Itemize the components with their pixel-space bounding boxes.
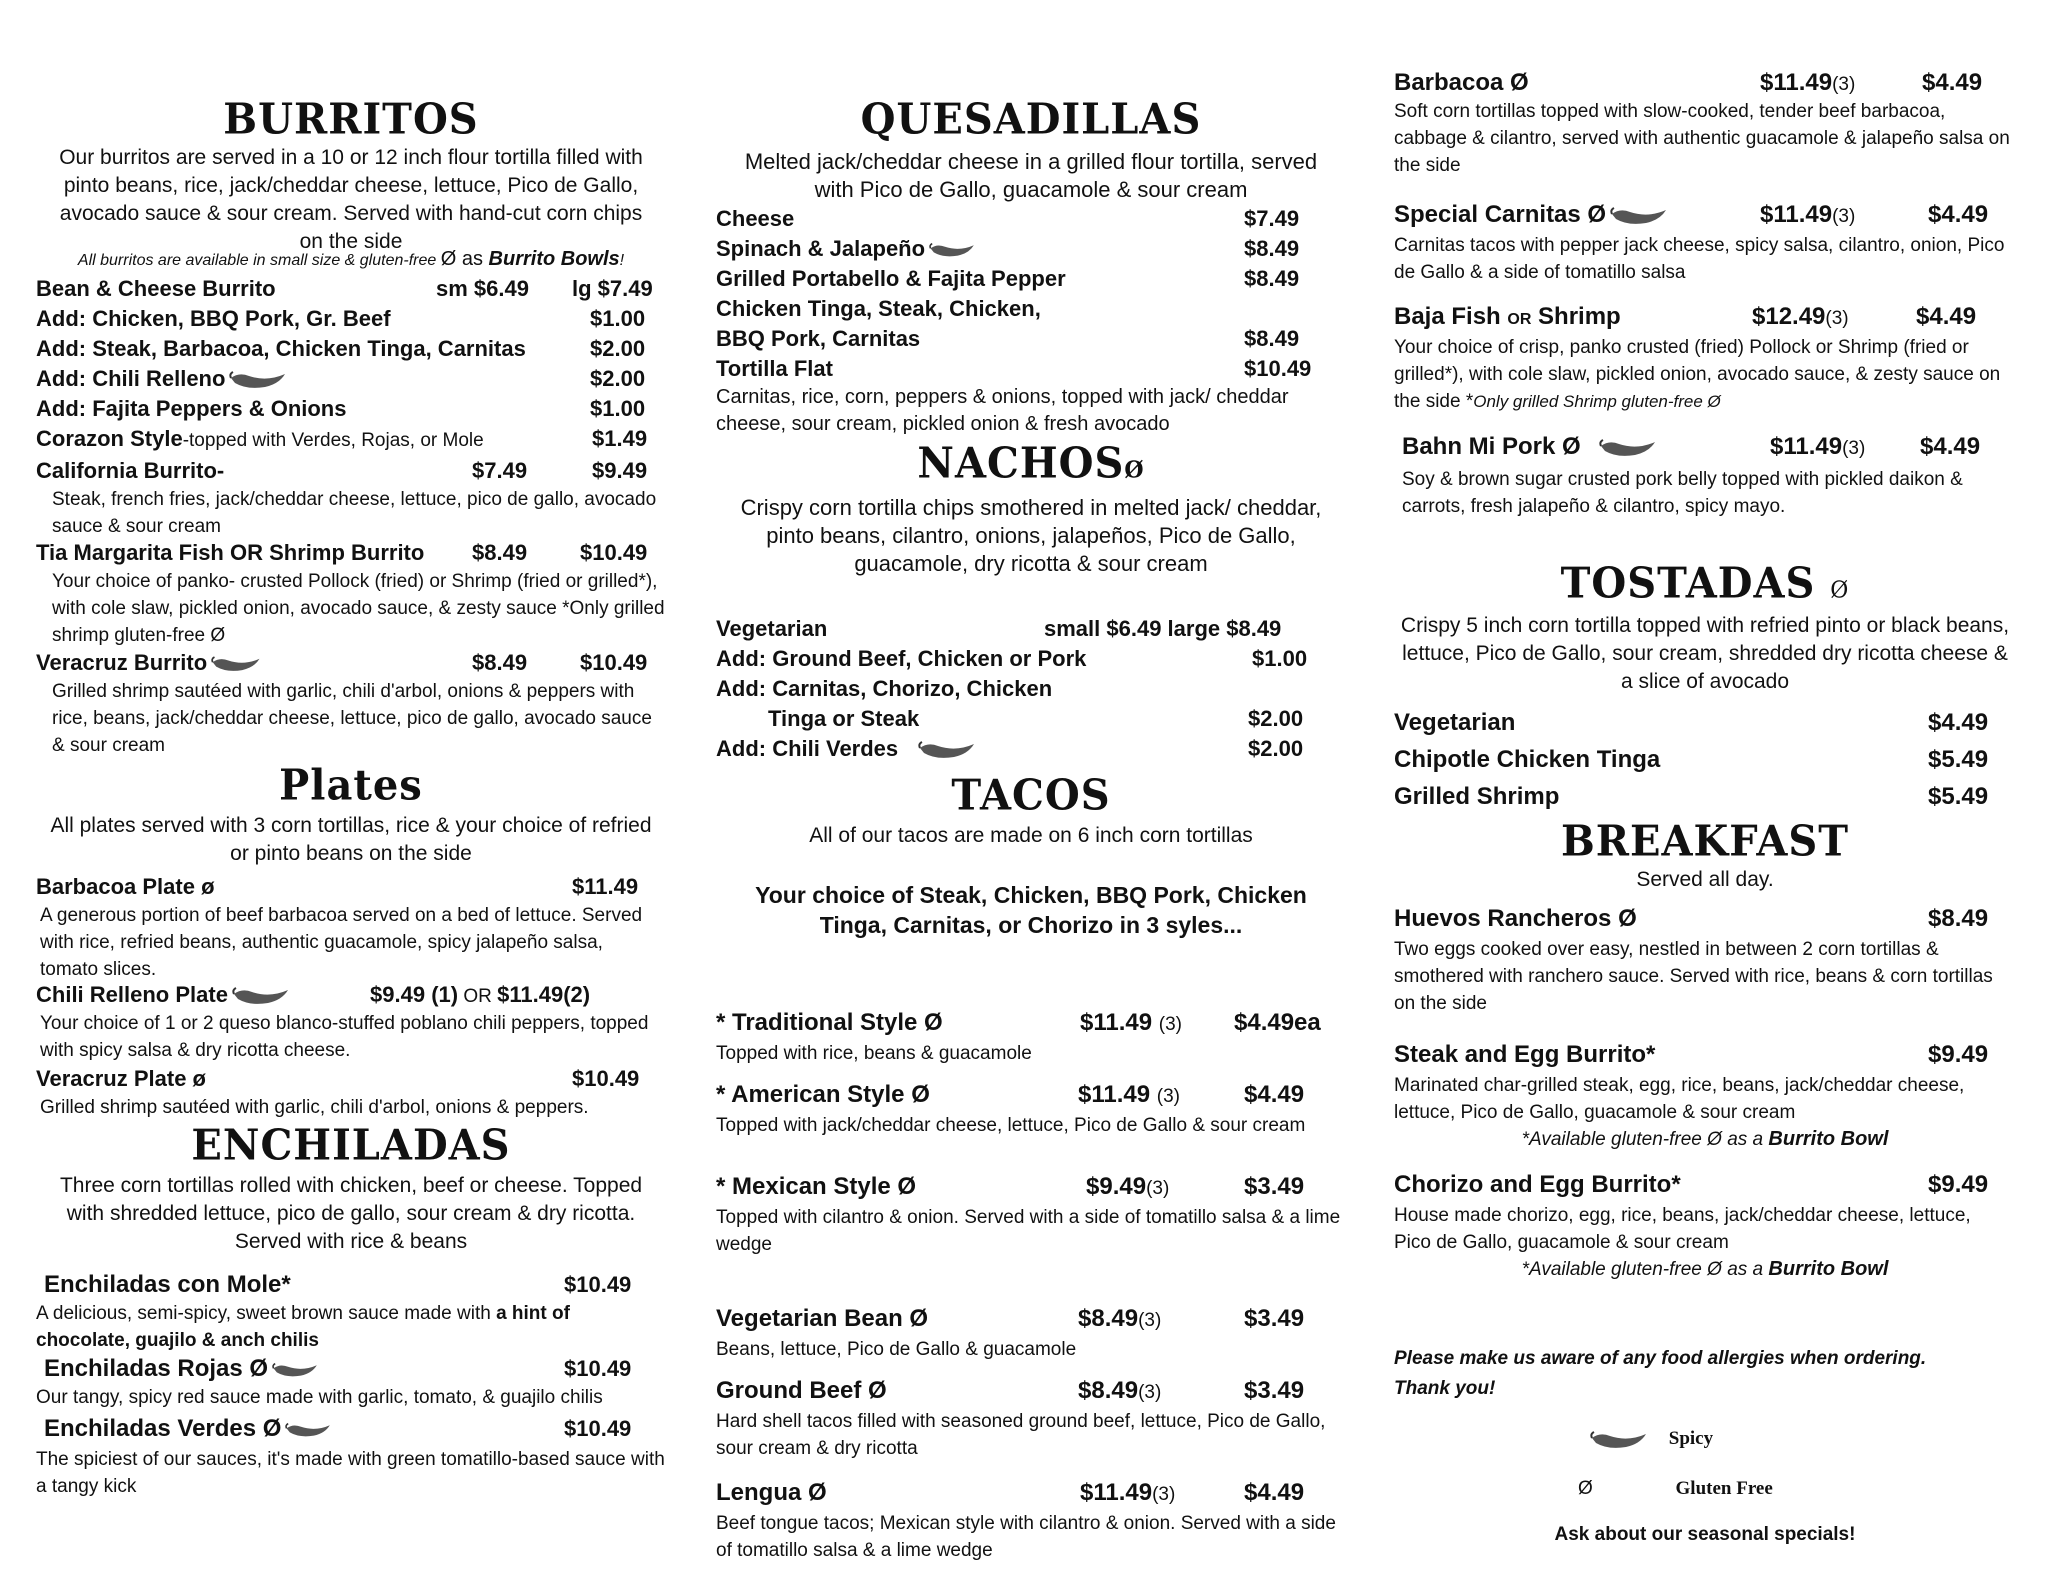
note-text: as a <box>1721 1129 1769 1150</box>
item-name <box>44 1414 333 1444</box>
gluten-free-symbol: Ø <box>1707 1259 1722 1280</box>
item-price: $10.49 <box>564 1416 632 1441</box>
item-price-group <box>370 980 590 1012</box>
item-price-each: $4.49 <box>1922 69 1983 96</box>
or-text: OR <box>1507 311 1532 328</box>
note-text: All burritos are available in small size & gluten-free <box>77 252 441 269</box>
burrito-bowl-note <box>1394 1258 2016 1281</box>
item-name: Tortilla Flat <box>716 356 833 381</box>
item-price-group <box>1760 68 1855 100</box>
menu-item <box>36 1064 666 1094</box>
menu-item <box>36 364 666 394</box>
menu-item <box>716 674 1346 704</box>
item-name: Chorizo and Egg Burrito* <box>1394 1171 1681 1198</box>
item-price: $8.49 <box>1078 1377 1139 1404</box>
item-name-text: Shrimp <box>1531 303 1621 330</box>
item-qty: (3) <box>1832 74 1856 95</box>
item-description: The spiciest of our sauces, it's made with green tomatillo-based sauce with a tangy kick <box>36 1449 665 1497</box>
legend-spicy <box>1586 1428 1713 1452</box>
item-qty: (3) <box>1146 1178 1170 1199</box>
desc-text: Your choice of crisp, panko crusted (fried) Pollock or Shrimp (fried or grilled*), with cole slaw, pickled onion, avocado sauce, & zesty sauce on the side * <box>1394 337 2001 412</box>
item-name-text: Corazon Style <box>36 426 183 451</box>
item-price-each: $4.49 <box>1928 201 1989 228</box>
item-description: Soft corn tortillas topped with slow-cooked, tender beef barbacoa, cabbage & cilantro, served with authentic guacamole & jalapeño salsa on the side <box>1394 101 2010 176</box>
menu-item <box>1394 200 2016 230</box>
item-name-text: Spinach & Jalapeño <box>716 236 926 261</box>
item-price: $11.49 <box>1760 69 1833 96</box>
item-price: $9.49 <box>1086 1173 1147 1200</box>
item-description: Hard shell tacos filled with seasoned ground beef, lettuce, Pico de Gallo, sour cream & dry ricotta <box>716 1411 1326 1459</box>
item-name <box>716 234 977 264</box>
gluten-free-symbol: Ø <box>1830 577 1850 604</box>
breakfast-subtitle: Served all day. <box>1636 868 1774 891</box>
item-name-text: Enchiladas Verdes Ø <box>44 1415 282 1442</box>
menu-item <box>716 734 1346 764</box>
item-name-text: Add: Chili Relleno <box>36 366 226 391</box>
item-price: $11.49 <box>1080 1009 1153 1036</box>
item-name: Vegetarian <box>1394 709 1516 736</box>
menu-item <box>716 264 1346 294</box>
tostadas-title <box>1394 559 2016 608</box>
item-name: Ground Beef Ø <box>716 1377 887 1404</box>
menu-item <box>716 1376 1346 1406</box>
menu-item <box>1394 745 2016 775</box>
burrito-bowl-label: Burrito Bowl <box>1768 1128 1889 1150</box>
item-description: Carnitas tacos with pepper jack cheese, spicy salsa, cilantro, onion, Pico de Gallo & a side of tomatillo salsa <box>1394 235 2005 283</box>
menu-item <box>36 456 666 486</box>
spicy-pepper-icon <box>918 738 978 762</box>
item-price: $8.49 <box>1244 236 1300 261</box>
item-description: Grilled shrimp sautéed with garlic, chili d'arbol, onions & peppers. <box>40 1097 589 1118</box>
item-price-large: $10.49 <box>580 650 648 675</box>
item-qty: (3) <box>1152 1484 1176 1505</box>
tacos-intro: All of our tacos are made on 6 inch corn tortillas <box>809 824 1253 847</box>
item-name: Tia Margarita Fish OR Shrimp Burrito <box>36 540 425 565</box>
item-price: $8.49 <box>1078 1305 1139 1332</box>
item-name: Barbacoa Ø <box>1394 69 1529 96</box>
gluten-free-symbol: Ø <box>440 248 457 270</box>
item-description: Topped with jack/cheddar cheese, lettuce, Pico de Gallo & sour cream <box>716 1115 1306 1136</box>
item-name <box>36 648 263 678</box>
item-price: $2.00 <box>1248 706 1304 731</box>
menu-item <box>716 704 1346 734</box>
item-price: $9.49 <box>1928 1171 1989 1198</box>
burrito-bowl-note <box>1394 1128 2016 1151</box>
item-name-text: Baja Fish <box>1394 303 1508 330</box>
legend-spicy-label: Spicy <box>1668 1428 1714 1450</box>
menu-item <box>44 1354 666 1384</box>
item-name-text: Enchiladas Rojas Ø <box>44 1355 269 1382</box>
gluten-free-symbol: Ø <box>1707 1129 1722 1150</box>
item-name: Grilled Shrimp <box>1394 783 1560 810</box>
item-price-small: $8.49 <box>472 540 528 565</box>
item-qty: (3) <box>1158 1014 1182 1035</box>
spicy-pepper-icon <box>1610 204 1670 228</box>
item-price: $12.49 <box>1752 303 1826 330</box>
item-name: Lengua Ø <box>716 1479 827 1506</box>
spicy-pepper-icon <box>1590 1428 1650 1452</box>
spicy-pepper-icon <box>929 238 977 262</box>
item-name: Chipotle Chicken Tinga <box>1394 746 1661 773</box>
item-price-each: $3.49 <box>1244 1173 1305 1200</box>
item-description: Steak, french fries, jack/cheddar cheese, lettuce, pico de gallo, avocado sauce & sour cream <box>52 489 657 537</box>
spicy-pepper-icon <box>229 368 289 392</box>
item-price-each: $4.49ea <box>1234 1009 1321 1036</box>
item-name <box>1394 302 1621 335</box>
item-name: Add: Chicken, BBQ Pork, Gr. Beef <box>36 306 391 331</box>
item-name <box>36 980 292 1010</box>
note-text: as <box>456 248 489 270</box>
seasonal-specials: Ask about our seasonal specials! <box>1554 1524 1856 1545</box>
item-price: $9.49 <box>370 982 426 1007</box>
item-name: Bean & Cheese Burrito <box>36 276 276 301</box>
tostadas-title-text: TOSTADAS <box>1560 558 1816 609</box>
quesadillas-title: QUESADILLAS <box>860 94 1202 145</box>
item-price: $7.49 <box>1244 206 1300 231</box>
item-price: $1.00 <box>1252 646 1308 671</box>
enchiladas-title: ENCHILADAS <box>191 1120 511 1171</box>
item-description <box>1394 334 2016 415</box>
item-price: $2.00 <box>590 336 646 361</box>
item-name: Enchiladas con Mole* <box>44 1271 291 1298</box>
item-name-text: Veracruz Burrito <box>36 650 208 675</box>
item-description: Topped with cilantro & onion. Served with a side of tomatillo salsa & a lime wedge <box>716 1207 1341 1255</box>
item-price-group <box>1080 1008 1182 1040</box>
tacos-title: TACOS <box>951 770 1111 821</box>
breakfast-title: BREAKFAST <box>1560 816 1850 867</box>
menu-item <box>1394 1170 2016 1200</box>
item-price-each: $4.49 <box>1916 303 1977 330</box>
item-name: * American Style Ø <box>716 1081 930 1108</box>
burrito-bowl-label: Burrito Bowl <box>1768 1258 1889 1280</box>
item-name: * Traditional Style Ø <box>716 1009 943 1036</box>
menu-item <box>1394 904 2016 934</box>
menu-item <box>716 614 1346 644</box>
item-description: Marinated char-grilled steak, egg, rice, beans, jack/cheddar cheese, lettuce, Pico de Gallo, guacamole & sour cream <box>1394 1075 1965 1123</box>
menu-item <box>36 424 666 454</box>
menu-item <box>716 1304 1346 1334</box>
item-name: Add: Carnitas, Chorizo, Chicken <box>716 676 1053 701</box>
menu-item <box>36 980 666 1010</box>
menu-item <box>44 1270 666 1300</box>
item-price: $2.00 <box>590 366 646 391</box>
desc-text-bold: a hint of chocolate, guajilo & anch chilis <box>36 1303 570 1351</box>
item-price: $1.00 <box>590 396 646 421</box>
legend-gluten-free <box>1578 1478 1773 1500</box>
burritos-bowl-note <box>36 248 666 271</box>
item-price: $8.49 <box>1244 326 1300 351</box>
menu-item <box>716 1008 1346 1038</box>
item-description: Carnitas, rice, corn, peppers & onions, topped with jack/ cheddar cheese, sour cream, pickled onion & fresh avocado <box>716 386 1289 435</box>
menu-item <box>1394 1040 2016 1070</box>
or-text: OR <box>458 986 498 1007</box>
spicy-pepper-icon <box>285 1418 333 1442</box>
item-description: Your choice of panko- crusted Pollock (fried) or Shrimp (fried or grilled*), with cole slaw, pickled onion, avocado sauce, & zesty sauce *Only grilled shrimp gluten-free Ø <box>52 571 665 646</box>
item-name <box>1394 200 1670 230</box>
item-price-group <box>1086 1172 1169 1204</box>
item-price-each: $3.49 <box>1244 1377 1305 1404</box>
menu-item <box>716 294 1346 324</box>
menu-item <box>1394 782 2016 812</box>
item-price-group <box>1770 432 1865 464</box>
menu-item <box>716 234 1346 264</box>
item-name-text: Chili Relleno Plate <box>36 982 228 1007</box>
item-name: Grilled Portabello & Fajita Pepper <box>716 266 1066 291</box>
menu-item <box>36 274 666 304</box>
item-name: Add: Fajita Peppers & Onions <box>36 396 347 421</box>
item-description: Two eggs cooked over easy, nestled in between 2 corn tortillas & smothered with ranchero sauce. Served with rice, beans & corn tortillas on the side <box>1394 939 1993 1014</box>
item-name: Veracruz Plate ø <box>36 1066 206 1091</box>
item-price: $11.49(2) <box>497 982 591 1007</box>
item-price-group <box>1752 302 1849 334</box>
item-description: Beef tongue tacos; Mexican style with cilantro & onion. Served with a side of tomatillo salsa & a lime wedge <box>716 1513 1336 1561</box>
item-qty: (3) <box>1842 438 1866 459</box>
menu-item <box>716 1172 1346 1202</box>
spicy-pepper-icon <box>211 653 263 675</box>
menu-item <box>44 1414 666 1444</box>
menu-item <box>1394 302 2016 332</box>
item-price-group <box>1078 1304 1161 1336</box>
menu-item <box>1402 432 2016 462</box>
item-price: $8.49 <box>1928 905 1989 932</box>
tacos-choice: Your choice of Steak, Chicken, BBQ Pork, Chicken Tinga, Carnitas, or Chorizo in 3 syles... <box>755 882 1307 938</box>
item-price: $5.49 <box>1928 783 1989 810</box>
item-price-each: $4.49 <box>1920 433 1981 460</box>
nachos-title-text: NACHOS <box>917 438 1125 489</box>
item-description: Beans, lettuce, Pico de Gallo & guacamole <box>716 1339 1077 1360</box>
item-price-small: $7.49 <box>472 458 528 483</box>
item-price: $10.49 <box>572 1066 640 1091</box>
menu-item <box>716 204 1346 234</box>
item-name: Add: Steak, Barbacoa, Chicken Tinga, Carnitas <box>36 336 526 361</box>
menu-item <box>716 1478 1346 1508</box>
item-price: $9.49 <box>1928 1041 1989 1068</box>
item-price: $11.49 <box>572 874 639 899</box>
item-description: Your choice of 1 or 2 queso blanco-stuffed poblano chili peppers, topped with spicy salsa & dry ricotta cheese. <box>40 1013 649 1061</box>
item-description: House made chorizo, egg, rice, beans, jack/cheddar cheese, lettuce, Pico de Gallo, guacamole & sour cream <box>1394 1205 1971 1253</box>
item-price-each: $4.49 <box>1244 1479 1305 1506</box>
item-name <box>44 1354 320 1384</box>
desc-text-italic: Only grilled Shrimp gluten-free Ø <box>1473 392 1721 411</box>
item-name: Huevos Rancheros Ø <box>1394 905 1637 932</box>
item-price-group <box>1078 1376 1161 1408</box>
item-price: $4.49 <box>1928 709 1989 736</box>
item-name: Cheese <box>716 206 795 231</box>
item-price: $10.49 <box>1244 356 1312 381</box>
item-name: Vegetarian Bean Ø <box>716 1305 929 1332</box>
item-description: Our tangy, spicy red sauce made with garlic, tomato, & guajilo chilis <box>36 1387 603 1408</box>
item-name <box>36 424 484 456</box>
gluten-free-symbol: Ø <box>1124 456 1145 484</box>
item-price: $5.49 <box>1928 746 1989 773</box>
note-text: as a <box>1721 1259 1769 1280</box>
item-price-large: $9.49 <box>592 458 648 483</box>
item-name-text: Add: Chili Verdes <box>716 736 899 761</box>
item-name: BBQ Pork, Carnitas <box>716 326 921 351</box>
item-name: California Burrito- <box>36 458 225 483</box>
menu-item <box>36 334 666 364</box>
item-name: * Mexican Style Ø <box>716 1173 917 1200</box>
burritos-title: BURRITOS <box>223 94 479 145</box>
item-price: $1.00 <box>590 306 646 331</box>
menu-item <box>716 644 1346 674</box>
item-price-large: $10.49 <box>580 540 648 565</box>
nachos-title <box>716 439 1346 488</box>
item-price: $11.49 <box>1078 1081 1151 1108</box>
menu-item <box>36 538 666 568</box>
item-name: Vegetarian <box>716 616 828 641</box>
note-text: *Available gluten-free <box>1521 1129 1708 1150</box>
item-price-each: $4.49 <box>1244 1081 1305 1108</box>
enchiladas-intro: Three corn tortillas rolled with chicken, beef or cheese. Topped with shredded lettuce, pico de gallo, sour cream & dry ricotta. Served with rice & beans <box>59 1174 643 1253</box>
item-price: $10.49 <box>564 1272 632 1297</box>
desc-text: A delicious, semi-spicy, sweet brown sauce made with <box>36 1303 497 1324</box>
item-price: $8.49 <box>1244 266 1300 291</box>
menu-item <box>36 648 666 678</box>
plates-title: Plates <box>279 760 423 811</box>
item-qty: (3) <box>1138 1310 1162 1331</box>
gluten-free-symbol: Ø <box>1578 1478 1593 1499</box>
item-price: $1.49 <box>592 426 648 451</box>
item-price: $11.49 <box>1760 201 1833 228</box>
item-name <box>1402 432 1659 462</box>
item-name: Add: Ground Beef, Chicken or Pork <box>716 646 1087 671</box>
quesadillas-intro: Melted jack/cheddar cheese in a grilled flour tortilla, served with Pico de Gallo, guacamole & sour cream <box>744 149 1318 202</box>
item-price-small: $8.49 <box>472 650 528 675</box>
spicy-pepper-icon <box>1599 436 1659 460</box>
note-text: *Available gluten-free <box>1521 1259 1708 1280</box>
item-qty: (1) <box>431 982 459 1007</box>
burritos-intro: Our burritos are served in a 10 or 12 inch flour tortilla filled with pinto beans, rice, jack/cheddar cheese, lettuce, Pico de Gallo, avocado sauce & sour cream. Served with hand-cut corn chips on the side <box>59 146 643 253</box>
item-name: Steak and Egg Burrito* <box>1394 1041 1656 1068</box>
menu-item <box>716 324 1346 354</box>
spicy-pepper-icon <box>272 1358 320 1382</box>
menu-item <box>1394 708 2016 738</box>
item-qty: (3) <box>1138 1382 1162 1403</box>
tostadas-intro: Crispy 5 inch corn tortilla topped with refried pinto or black beans, lettuce, Pico de Gallo, sour cream, shredded dry ricotta cheese & a slice of avocado <box>1400 614 2010 693</box>
item-price: $11.49 <box>1770 433 1843 460</box>
item-name: Chicken Tinga, Steak, Chicken, <box>716 296 1041 321</box>
item-price-small: sm $6.49 <box>436 276 529 301</box>
note-text: ! <box>619 252 625 269</box>
item-price-group <box>1078 1080 1180 1112</box>
menu-item <box>36 304 666 334</box>
item-description: A generous portion of beef barbacoa served on a bed of lettuce. Served with rice, refried beans, authentic guacamole, spicy jalapeño salsa, tomato slices. <box>40 905 643 980</box>
item-name <box>716 734 978 764</box>
item-price: $2.00 <box>1248 736 1304 761</box>
plates-intro: All plates served with 3 corn tortillas, rice & your choice of refried or pinto beans on the side <box>50 814 652 865</box>
item-name-sub: -topped with Verdes, Rojas, or Mole <box>182 430 484 451</box>
burrito-bowls-label: Burrito Bowls <box>488 248 620 270</box>
item-price-group <box>1760 200 1855 232</box>
item-price: $10.49 <box>564 1356 632 1381</box>
item-description <box>36 1300 666 1354</box>
item-description: Topped with rice, beans & guacamole <box>716 1043 1032 1064</box>
menu-item <box>716 1080 1346 1110</box>
nachos-intro: Crispy corn tortilla chips smothered in melted jack/ cheddar, pinto beans, cilantro, onions, jalapeños, Pico de Gallo, guacamole, dry ricotta & sour cream <box>740 495 1322 576</box>
item-description: Soy & brown sugar crusted pork belly topped with pickled daikon & carrots, fresh jalapeño & cilantro, spicy mayo. <box>1402 469 1963 517</box>
item-qty: (3) <box>1156 1086 1180 1107</box>
item-price-large: lg $7.49 <box>572 276 653 301</box>
menu-item <box>1394 68 2016 98</box>
item-description: Grilled shrimp sautéed with garlic, chili d'arbol, onions & peppers with rice, beans, jack/cheddar cheese, lettuce, pico de gallo, avocado sauce & sour cream <box>52 681 652 756</box>
item-name: Tinga or Steak <box>768 706 920 731</box>
item-price-group <box>1080 1478 1175 1510</box>
menu-item <box>36 394 666 424</box>
item-qty: (3) <box>1832 206 1856 227</box>
allergy-notice: Please make us aware of any food allergies when ordering. Thank you! <box>1394 1348 1927 1399</box>
item-name <box>36 364 289 394</box>
item-price-each: $3.49 <box>1244 1305 1305 1332</box>
spicy-pepper-icon <box>232 984 292 1008</box>
legend-gluten-free-label: Gluten Free <box>1675 1478 1773 1499</box>
item-name-text: Bahn Mi Pork Ø <box>1402 433 1581 460</box>
item-price: small $6.49 large $8.49 <box>1044 616 1282 641</box>
item-name: Barbacoa Plate ø <box>36 874 215 899</box>
item-price: $11.49 <box>1080 1479 1153 1506</box>
menu-item <box>36 872 666 902</box>
item-name-text: Special Carnitas Ø <box>1394 201 1607 228</box>
menu-item <box>716 354 1346 384</box>
item-qty: (3) <box>1825 308 1849 329</box>
